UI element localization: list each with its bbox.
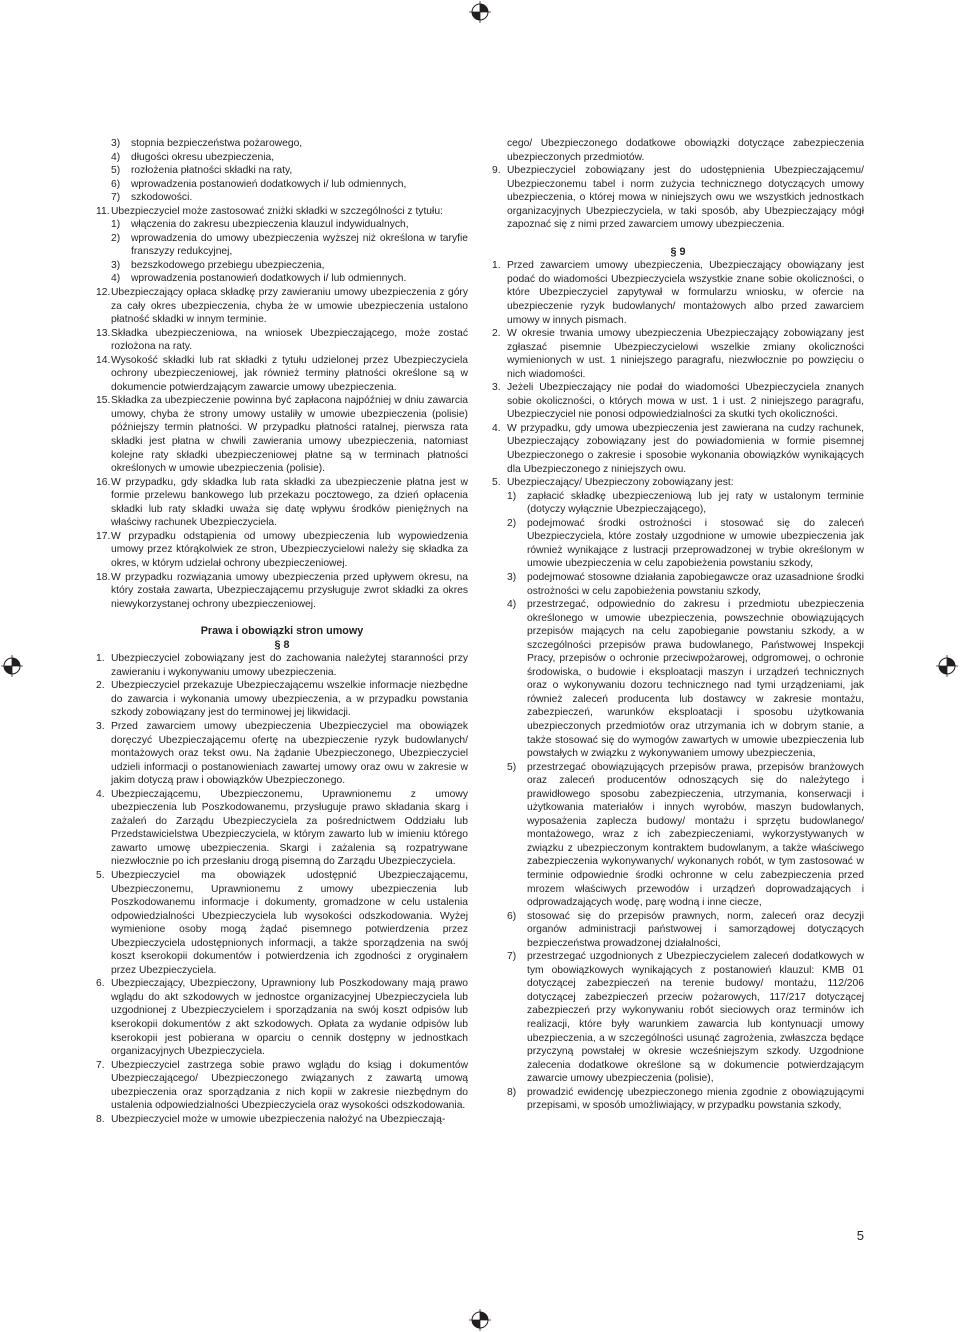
list-item-number: 5. bbox=[492, 477, 501, 489]
continuation-text: cego/ Ubezpieczonego dodatkowe obowiązki dotyczące zabezpieczenia ubezpieczonych przedmiotów. bbox=[507, 138, 864, 163]
rights-obligations-clauses bbox=[96, 652, 468, 1126]
list-item-text: Ubezpieczającemu, Ubezpieczonemu, Uprawnionemu z umowy ubezpieczenia lub Poszkodowanemu, przysługuje prawo składania skarg i zażaleń do Zarządu Ubezpieczyciela za pośrednictwem Oddziału lub Przedstawicielstwa Ubezpieczyciela, w którym zawarto lub w imieniu którego zawarto umowę ubezpieczenia. Skargi i zażalenia są rozpatrywane niezwłocznie po ich przesłaniu drogą pisemną do Zarządu Ubezpieczyciela. bbox=[111, 788, 468, 868]
list-item bbox=[492, 476, 864, 490]
list-item bbox=[507, 490, 864, 517]
premium-factors-list bbox=[96, 137, 468, 205]
list-item-number: 5) bbox=[507, 761, 517, 773]
list-item bbox=[96, 191, 468, 205]
list-item-text: podejmować stosowne działania zapobiegawcze oraz uzasadnione środki ostrożności w celu zapobieżenia powstaniu szkody, bbox=[527, 571, 864, 597]
list-item-text: Składka za ubezpieczenie powinna być zapłacona najpóźniej w dniu zawarcia umowy, chyba że strony umowy ustaliły w umowie ubezpieczenia (polisie) późniejszy termin płatności. W przypadku płatności ratalnej, pierwsza rata składki jest płatna w chwili zawierania umowy ubezpieczenia, natomiast kolejne raty składki ubezpieczeniowej płatne są w terminach płatności określonych w umowie ubezpieczenia (polisie). bbox=[111, 395, 468, 475]
right-column bbox=[492, 137, 864, 1113]
list-item-number: 2. bbox=[492, 328, 501, 340]
list-item bbox=[96, 137, 468, 151]
list-item bbox=[96, 679, 468, 720]
list-item bbox=[96, 205, 468, 219]
list-item-text: Ubezpieczyciel przekazuje Ubezpieczającemu wszelkie informacje niezbędne do zawarcia i wykonania umowy ubezpieczenia, a w przypadku powstania szkody zobowiązany jest do terminowej jej likwidacji. bbox=[111, 680, 468, 719]
registration-mark-icon bbox=[469, 1309, 491, 1331]
list-item bbox=[96, 232, 468, 259]
list-item-number: 3. bbox=[96, 720, 105, 732]
section-title: Prawa i obowiązki stron umowy bbox=[200, 625, 364, 638]
list-item bbox=[96, 178, 468, 192]
wear-tables-clause bbox=[492, 164, 864, 232]
list-item-text: stosować się do przepisów prawnych, norm, zaleceń oraz decyzji organów administracji państwowej i samorządowej dotyczących bezpieczeństwa prowadzonej działalności, bbox=[527, 910, 864, 949]
list-item-text: wprowadzenia postanowień dodatkowych i/ lub odmiennych. bbox=[131, 273, 407, 285]
list-item-number: 15. bbox=[96, 395, 111, 407]
list-item-text: W przypadku odstąpienia od umowy ubezpieczenia lub wypowiedzenia umowy przez którąkolwiek ze stron, Ubezpieczycielowi należy się składka za okres, w którym udzielał ochrony ubezpieczeniowej. bbox=[111, 530, 468, 569]
list-item bbox=[507, 571, 864, 598]
list-item bbox=[492, 259, 864, 327]
list-item-text: Ubezpieczyciel zobowiązany jest do zachowania należytej staranności przy zawieraniu i wykonywaniu umowy ubezpieczenia. bbox=[111, 653, 468, 678]
list-item-number: 14. bbox=[96, 354, 111, 366]
list-item-number: 5) bbox=[111, 165, 121, 177]
list-item bbox=[96, 272, 468, 286]
registration-mark-icon bbox=[469, 1, 491, 23]
list-item-number: 6) bbox=[111, 178, 121, 190]
list-item-text: Ubezpieczający opłaca składkę przy zawieraniu umowy ubezpieczenia z góry za cały okres ubezpieczenia, chyba że w umowie ubezpieczenia ustalono płatność składki w innym terminie. bbox=[111, 287, 468, 326]
list-item-text: Przed zawarciem umowy ubezpieczenia Ubezpieczyciel ma obowiązek doręczyć Ubezpieczającemu ofertę na ubezpieczenie ryzyk budowlanych/ montażowych oraz tekst owu. Na żądanie Ubezpieczonego, Ubezpieczyciel udzieli informacji o postanowieniach zawartej umowy oraz owu w zakresie w jakim dotyczą praw i obowiązków Ubezpieczonego. bbox=[111, 720, 468, 787]
list-item-number: 13. bbox=[96, 327, 111, 339]
list-item-number: 11. bbox=[96, 205, 110, 217]
list-item-text: wprowadzenia do umowy ubezpieczenia wyższej niż określona w taryfie franszyzy redukcyjnej, bbox=[131, 232, 468, 258]
list-item-number: 1. bbox=[492, 260, 501, 272]
list-item bbox=[507, 761, 864, 910]
list-item bbox=[507, 1086, 864, 1113]
list-item bbox=[507, 950, 864, 1085]
list-item-number: 7) bbox=[111, 192, 121, 204]
list-item-text: Składka ubezpieczeniowa, na wniosek Ubezpieczającego, może zostać rozłożona na raty. bbox=[111, 327, 468, 353]
list-item-number: 4) bbox=[111, 151, 121, 163]
registration-mark-icon bbox=[936, 655, 958, 677]
list-item-text: podejmować środki ostrożności i stosować się do zaleceń Ubezpieczyciela, które zostały uzgodnione w umowie ubezpieczenia jak również wynikające z lustracji przeprowadzonej w trybie określonym w umowie ubezpieczenia w celu zapobieżenia powstaniu szkody, bbox=[527, 517, 864, 570]
list-item bbox=[96, 327, 468, 354]
list-item bbox=[96, 530, 468, 571]
list-item-number: 18. bbox=[96, 571, 111, 583]
list-item-number: 7. bbox=[96, 1059, 105, 1071]
list-item-text: bezszkodowego przebiegu ubezpieczenia, bbox=[131, 259, 325, 271]
list-item-text: W okresie trwania umowy ubezpieczenia Ubezpieczający zobowiązany jest zgłaszać pisemnie Ubezpieczycielowi wszelkie zmiany okoliczności wymienionych w ust. 1 niniejszego paragrafu, niezwłocznie po powzięciu o nich wiadomości. bbox=[507, 328, 864, 380]
list-item-number: 12. bbox=[96, 287, 111, 299]
list-item bbox=[507, 910, 864, 951]
list-item-text: włączenia do zakresu ubezpieczenia klauzul indywidualnych, bbox=[131, 219, 409, 231]
list-item-text: przestrzegać uzgodnionych z Ubezpieczycielem zaleceń dodatkowych w tym obowiązkowych wynikających z postanowień klauzul: KMB 01 dotyczącej zabezpieczeń na terenie budowy/ montażu, 112/206 dotyczącej zabezpieczeń przeciw pożarowych, 117/217 dotyczącej zabezpieczeń przy wykonywaniu robót sieciowych oraz terminów ich realizacji, które były warunkiem zawarcia lub kontynuacji umowy ubezpieczenia, a w szczególności usunąć zagrożenia, zwłaszcza będące przyczyną powstałej w okresie wcześniejszym szkody. Uzgodnione zalecenia dodatkowe określone są w dokumencie potwierdzającym zawarcie umowy ubezpieczenia (polisie), bbox=[527, 951, 864, 1085]
list-item bbox=[492, 422, 864, 476]
list-item-text: przestrzegać obowiązujących przepisów prawa, przepisów branżowych oraz zaleceń producentów odnoszących się do należytego i prawidłowego sposobu zabezpieczenia, utrzymania, konserwacji i użytkowania materiałów i innych wyrobów, maszyn budowlanych, wyposażenia zaplecza budowy/ montażu i sprzętu budowlanego/ montażowego, wraz z ich zabezpieczeniami, wykorzystywanych w związku z ubezpieczonym kontraktem budowlanym, a także właściwego zabezpieczenia wykonywanych/ wykonanych robót, w tym zastosować w terminie odpowiednie środki ochronne w celu zabezpieczenia przed mrozem właściwych przewodów i urządzeń doprowadzających i odprowadzających wodę, parę wodną i inne ciecze, bbox=[527, 761, 864, 909]
list-item bbox=[96, 869, 468, 977]
list-item bbox=[96, 1059, 468, 1113]
list-item-number: 3) bbox=[507, 571, 517, 583]
list-item bbox=[96, 164, 468, 178]
list-item bbox=[96, 571, 468, 612]
list-item-text: W przypadku, gdy składka lub rata składki za ubezpieczenie płatna jest w formie przelewu bankowego lub przekazu pocztowego, za dzień opłacenia składki lub raty składki uważa się datę wpływu środków pieniężnych na właściwy rachunek Ubezpieczyciela. bbox=[111, 476, 468, 529]
list-item bbox=[492, 164, 864, 232]
list-item bbox=[507, 598, 864, 761]
list-item bbox=[96, 394, 468, 475]
list-item-text: W przypadku, gdy umowa ubezpieczenia jest zawierana na cudzy rachunek, Ubezpieczający zobowiązany jest do powiadomienia w formie pisemnej Ubezpieczonego o zakresie i sposobie wykonania obowiązków wynikających dla Ubezpieczonego z niniejszych owu. bbox=[507, 422, 864, 475]
list-item-number: 2) bbox=[507, 517, 517, 529]
list-item bbox=[96, 720, 468, 788]
list-item-text: szkodowości. bbox=[131, 192, 193, 204]
list-item-text: Ubezpieczyciel zobowiązany jest do udostępnienia Ubezpieczającemu/ Ubezpieczonemu tabel i norm zużycia technicznego dotyczących umowy ubezpieczenia, o której mowa w niniejszych owu we wszystkich jednostkach organizacyjnych Ubezpieczyciela, w taki sposób, aby Ubezpieczający mógł zapoznać się z nimi przed zawarciem umowy ubezpieczenia. bbox=[507, 165, 864, 231]
list-item-number: 4) bbox=[507, 599, 517, 611]
list-item-number: 9. bbox=[492, 165, 501, 177]
list-item-text: Ubezpieczający/ Ubezpieczony zobowiązany jest: bbox=[507, 477, 734, 489]
list-item bbox=[96, 259, 468, 273]
list-item-number: 4. bbox=[96, 788, 105, 800]
list-item-text: stopnia bezpieczeństwa pożarowego, bbox=[131, 138, 303, 149]
list-item-number: 3. bbox=[492, 382, 501, 394]
list-item bbox=[96, 354, 468, 395]
list-item bbox=[96, 652, 468, 679]
list-item-number: 16. bbox=[96, 476, 111, 488]
section-number: § 8 bbox=[274, 638, 290, 651]
list-item-text: prowadzić ewidencję ubezpieczonego mienia zgodnie z obowiązującymi przepisami, w sposób umożliwiający, w przypadku powstania szkody, bbox=[527, 1086, 864, 1112]
list-item-number: 6. bbox=[96, 978, 105, 990]
list-item-number: 2. bbox=[96, 680, 105, 692]
list-item-text: Przed zawarciem umowy ubezpieczenia, Ubezpieczający obowiązany jest podać do wiadomości Ubezpieczyciela wszystkie znane sobie okoliczności, o które Ubezpieczyciel zapytywał w formularzu wniosku, w ofercie na ubezpieczenie ryzyk budowlanych/ montażowych albo przed zawarciem umowy w innych pismach. bbox=[507, 260, 864, 326]
list-item-text: Ubezpieczający, Ubezpieczony, Uprawniony lub Poszkodowany mają prawo wglądu do akt szkodowych w jednostce organizacyjnej Ubezpieczyciela lub uzgodnionej z Ubezpieczycielem i sporządzania na swój koszt odpisów lub kserokopii dokumentów z akt szkodowych. Opłata za wydanie odpisów lub kserokopii jest pobierana w oparciu o cennik dostępny w jednostkach organizacyjnych Ubezpieczyciela. bbox=[111, 978, 468, 1058]
list-item bbox=[96, 788, 468, 869]
list-item-text: Wysokość składki lub rat składki z tytułu udzielonej przez Ubezpieczyciela ochrony ubezpieczeniowej, jak również terminy płatności określone są w dokumencie potwierdzającym zawarcie umowy ubezpieczenia. bbox=[111, 354, 468, 393]
list-item-text: długości okresu ubezpieczenia, bbox=[131, 151, 275, 163]
list-item-number: 8. bbox=[96, 1113, 105, 1125]
list-item-number: 8) bbox=[507, 1086, 517, 1098]
list-item-text: Ubezpieczyciel może zastosować zniżki składki w szczególności z tytułu: bbox=[111, 205, 443, 217]
list-item-text: Jeżeli Ubezpieczający nie podał do wiadomości Ubezpieczyciela znanych sobie okoliczności, o których mowa w ust. 1 i ust. 2 niniejszego paragrafu, Ubezpieczyciel nie ponosi odpowiedzialności za skutki tych okoliczności. bbox=[507, 382, 864, 421]
page-number: 5 bbox=[856, 1228, 864, 1243]
registration-mark-icon bbox=[1, 655, 23, 677]
premium-payment-clauses bbox=[96, 286, 468, 611]
premium-discount-clause bbox=[96, 205, 468, 219]
list-item-number: 7) bbox=[507, 951, 517, 963]
insured-obligations-list bbox=[492, 490, 864, 1113]
list-item-number: 3) bbox=[111, 138, 121, 149]
list-item-text: Ubezpieczyciel zastrzega sobie prawo wglądu do ksiąg i dokumentów Ubezpieczającego/ Ubezpieczonego związanych z zawartą umową ubezpieczenia oraz sporządzania z nich kopii w zakresie niezbędnym do ustalenia odpowiedzialności Ubezpieczyciela oraz wysokości odszkodowania. bbox=[111, 1059, 468, 1112]
list-item-number: 17. bbox=[96, 530, 111, 542]
section-number: § 9 bbox=[670, 245, 686, 258]
list-item-text: rozłożenia płatności składki na raty, bbox=[131, 165, 293, 177]
list-item bbox=[96, 476, 468, 530]
list-item-number: 3) bbox=[111, 259, 121, 271]
list-item-text: przestrzegać, odpowiednio do zakresu i przedmiotu ubezpieczenia określonego w umowie ubezpieczenia, powszechnie obowiązujących przepisów mających na celu zapobieganie powstaniu szkody, a w szczególności przepisów prawa budowlanego, Państwowej Inspekcji Pracy, przepisów o ochronie przeciwpożarowej, odgromowej, o ochronie środowiska, o budowie i eksploatacji maszyn i urządzeń technicznych oraz o wykonywaniu dozoru technicznego nad tymi urządzeniami, jak również zaleceń producenta lub dostawcy w zakresie montażu, zabezpieczeń, warunków eksploatacji i sposobu użytkowania ubezpieczonych przedmiotów oraz utrzymania ich w dobrym stanie, a także stosować się do wymogów zawartych w umowie ubezpieczenia lub powstałych w związku z wykonywaniem umowy ubezpieczenia, bbox=[527, 599, 864, 760]
list-item-number: 4. bbox=[492, 422, 501, 434]
left-column bbox=[96, 137, 468, 1126]
list-item-text: wprowadzenia postanowień dodatkowych i/ lub odmiennych, bbox=[131, 178, 407, 190]
list-item bbox=[96, 286, 468, 327]
list-item-number: 1) bbox=[507, 490, 517, 502]
list-item-number: 1) bbox=[111, 219, 121, 231]
list-item-text: Ubezpieczyciel ma obowiązek udostępnić Ubezpieczającemu, Ubezpieczonemu, Uprawnionemu z umowy ubezpieczenia lub Poszkodowanemu informacje i dokumenty, gromadzone w celu ustalenia odpowiedzialności Ubezpieczyciela lub wysokości odszkodowania. Wyżej wymienione osoby mogą żądać pisemnego potwierdzenia przez Ubezpieczyciela udostępnionych informacji, a także sporządzenia na swój koszt kserokopii dokumentów i potwierdzenia ich zgodności z oryginałem przez Ubezpieczyciela. bbox=[111, 869, 468, 976]
insured-obligations-clauses bbox=[492, 259, 864, 489]
list-item bbox=[507, 517, 864, 571]
list-item-number: 5. bbox=[96, 869, 105, 881]
list-item bbox=[96, 218, 468, 232]
list-item-text: W przypadku rozwiązania umowy ubezpieczenia przed upływem okresu, na który została zawarta, Ubezpieczającemu przysługuje zwrot składki za okres niewykorzystanej ochrony ubezpieczeniowej. bbox=[111, 571, 468, 610]
list-item-number: 1. bbox=[96, 653, 105, 665]
list-item-text: Ubezpieczyciel może w umowie ubezpieczenia nałożyć na Ubezpieczają- bbox=[111, 1113, 446, 1125]
premium-discount-list bbox=[96, 218, 468, 286]
list-item-number: 2) bbox=[111, 232, 121, 244]
list-item bbox=[96, 1113, 468, 1127]
list-item bbox=[492, 381, 864, 422]
list-item-text: zapłacić składkę ubezpieczeniową lub jej raty w ustalonym terminie (dotyczy wyłącznie Ubezpieczającego), bbox=[527, 490, 864, 516]
list-item bbox=[96, 151, 468, 165]
list-item bbox=[96, 977, 468, 1058]
list-item-number: 4) bbox=[111, 273, 121, 285]
list-item-number: 6) bbox=[507, 910, 517, 922]
list-item bbox=[492, 327, 864, 381]
